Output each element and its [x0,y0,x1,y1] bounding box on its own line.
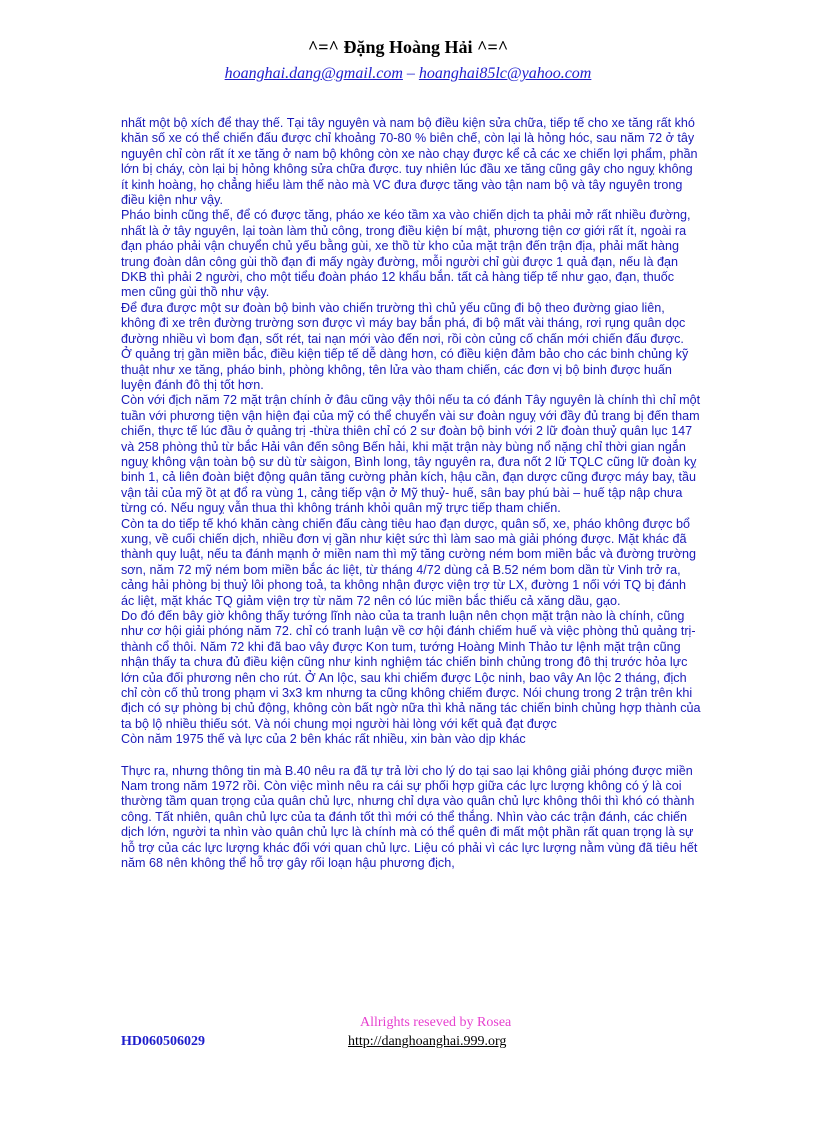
email-separator: – [402,65,419,82]
page-header [0,36,816,84]
copyright-notice: Allrights reseved by Rosea [360,1015,512,1030]
paragraph: Còn ta do tiếp tế khó khăn càng chiến đấu càng tiêu hao đạn dược, quân số, xe, pháo không được bổ xung, về cuối chiến dịch, nhiều đơn vị gần như kiệt sức thì làm sao mà giải phóng được. Mặt khác đã thành quy luật, nếu ta đánh mạnh ở miền nam thì mỹ tăng cường ném bom miền bắc và đường trường sơn, năm 72 mỹ ném bom miền bắc ác liệt, từ tháng 4/72 dùng cả B.52 ném bom dần từ Vinh trở ra, cảng hải phòng bị thuỷ lôi phong toả, ta không nhận được viện trợ từ LX, đường 1 nối với TQ bị đánh ác liệt, mặt khác TQ giảm viện trợ từ năm 72 nên có lúc miền bắc thiếu cả xăng dầu, gạo. [121,516,696,608]
paragraph: Pháo binh cũng thế, để có được tăng, pháo xe kéo tầm xa vào chiến dịch ta phải mở rất nhiều đường, nhất là ở tây nguyên, lại toàn làm thủ công, trong điều kiện bí mật, phương tiện cơ giới rất ít, ngoài ra đạn pháo phải vận chuyển chủ yếu bằng gùi, xe thồ từ kho của mặt trận đến trận địa, phải mất hàng trung đoàn dân công gùi thồ đạn đi mấy ngày đường, mỗi người chỉ gùi được 1 quả đạn, nếu là đạn DKB thì phải 2 người, cho một tiểu đoàn pháo 12 khẩu bắn. tất cả hàng tiếp tế như gạo, đạn, thuốc men cũng gùi thồ như vậy. [121,208,691,300]
paragraph-spacer [121,748,701,764]
contact-emails [0,64,816,84]
paragraph: Ở quảng trị gần miền bắc, điều kiện tiếp tế dễ dàng hơn, có điều kiện đảm bảo cho các binh chủng kỹ thuật như xe tăng, pháo binh, phòng không, tên lửa vào tham chiến, các đơn vị bộ binh được huấn luyện đánh đô thị tốt hơn. [121,347,689,392]
paragraph: Còn năm 1975 thế và lực của 2 bên khác rất nhiều, xin bàn vào dịp khác [121,732,526,747]
paragraph: Để đưa được một sư đoàn bộ binh vào chiến trường thì chủ yếu cũng đi bộ theo đường giao liên, không đi xe trên đường trường sơn được vì máy bay bắn phá, đi bộ mất vài tháng, rơi rụng quân dọc đường nhiều vì bom đạn, sốt rét, tai nạn mới vào đến nơi, rồi còn củng cố chấn mới chiến đấu được. [121,300,686,346]
paragraph: Còn với địch năm 72 mặt trận chính ở đâu cũng vậy thôi nếu ta có đánh Tây nguyên là chính thì chỉ một tuần với phương tiện vận hiện đại của mỹ có thể chuyển vài sư đoàn nguỵ với đầy đủ trang bị đến tham chiến, thực tế lúc đầu ở quảng trị -thừa thiên chỉ có 2 sư đoàn bộ binh với 2 lữ đoàn thuỷ quân lục 147 và 258 phòng thủ từ bắc Hải vân đến sông Bến hải, khi mặt trận này bùng nổ nặng chỉ thời gian ngắn nguỵ không vận toàn bộ sư dù từ sàigon, Bình long, tây nguyên ra, đưa nốt 2 lữ TQLC cũng lữ đoàn kỵ binh 1, cả liên đoàn biệt động quân tăng cường phản kích, hậu cần, đạn dược cũng được máy bay, tầu vận tải của mỹ ồt ạt đổ ra vùng 1, cảng tiếp vận ở Mỹ thuỷ- huế, sân bay phú bài – huế tập nập chưa từng có. Nếu nguỵ vẫn thua thì không tránh khỏi quân mỹ trực tiếp tham chiến. [121,393,701,516]
document-code: HD060506029 [121,1034,205,1049]
paragraph: Do đó đến bây giờ không thấy tướng lĩnh nào của ta tranh luận nên chọn mặt trận nào là chính, cũng như cơ hội giải phóng năm 72. chỉ có tranh luận về cơ hội đánh chiếm huế và việc phòng thủ quảng trị-thành cổ thôi. Năm 72 khi đã bao vây được Kon tum, tướng Hoàng Minh Thảo tư lệnh mặt trận cũng nhận thấy ta chưa đủ điều kiện cũng như kinh nghiệm tác chiến binh chủng trong đô thị trước hỏa lực lớn của đối phương nên cho rút. Ở An lộc, sau khi chiếm được Lộc ninh, bao vây An lộc 2 tháng, địch chỉ còn cố thủ trong phạm vi 3x3 km nhưng ta cũng không chiếm được. Nói chung trong 2 trận trên khi địch có sự phòng bị chủ động, không còn bất ngờ nữa thì khả năng tác chiến binh chủng hợp thành của ta bộ lộ nhiều thiếu sót. Và nói chung mọi người hài lòng với kết quả đạt được [121,609,701,731]
paragraph: nhất một bộ xích để thay thế. Tại tây nguyên và nam bộ điều kiện sửa chữa, tiếp tế cho xe tăng rất khó khăn số xe có thể chiến đấu được chỉ khoảng 70-80 % biên chế, còn lại là hỏng hóc, sau năm 72 ở tây nguyên chỉ còn rất ít xe tăng ở nam bộ không còn xe nào chạy được kể cả các xe chiến lợi phẩm, phần lớn bị cháy, còn lại bị hỏng không sửa chữa được. tuy nhiên lúc đầu xe tăng cũng gây cho nguỵ không ít kinh hoàng, họ chẳng hiểu làm thế nào mà VC đưa được tăng vào tận nam bộ và tây nguyên trong điều kiện như vậy. [121,116,698,208]
article-body [121,116,701,872]
author-title: ^=^ Đặng Hoàng Hải ^=^ [307,37,509,57]
website-link[interactable]: http://danghoanghai.999.org [348,1034,507,1049]
email-link-yahoo[interactable]: hoanghai85lc@yahoo.com [418,65,592,82]
paragraph: Thực ra, nhưng thông tin mà B.40 nêu ra đã tự trả lời cho lý do tại sao lại không giải phóng được miền Nam trong năm 1972 rồi. Còn việc mình nêu ra cái sự phối hợp giữa các lực lượng không có ý là coi thường tầm quan trọng của quân chủ lực, nhưng chỉ dựa vào quân chủ lực không thôi thì khó có thành công. Tất nhiên, quân chủ lực của ta đánh tốt thì mới có thể thắng. Nhìn vào các trận đánh, các chiến dịch lớn, người ta nhìn vào quân chủ lực là chính mà có thể quên đi mất một phần rất quan trọng là sự hỗ trợ của các lực lượng khác đối với quan chủ lực. Liệu có phải vì các lực lượng nằm vùng đã tiêu hết năm 68 nên không thể hỗ trợ gây rối loạn hậu phương địch, [121,763,698,871]
email-link-gmail[interactable]: hoanghai.dang@gmail.com [224,65,403,82]
